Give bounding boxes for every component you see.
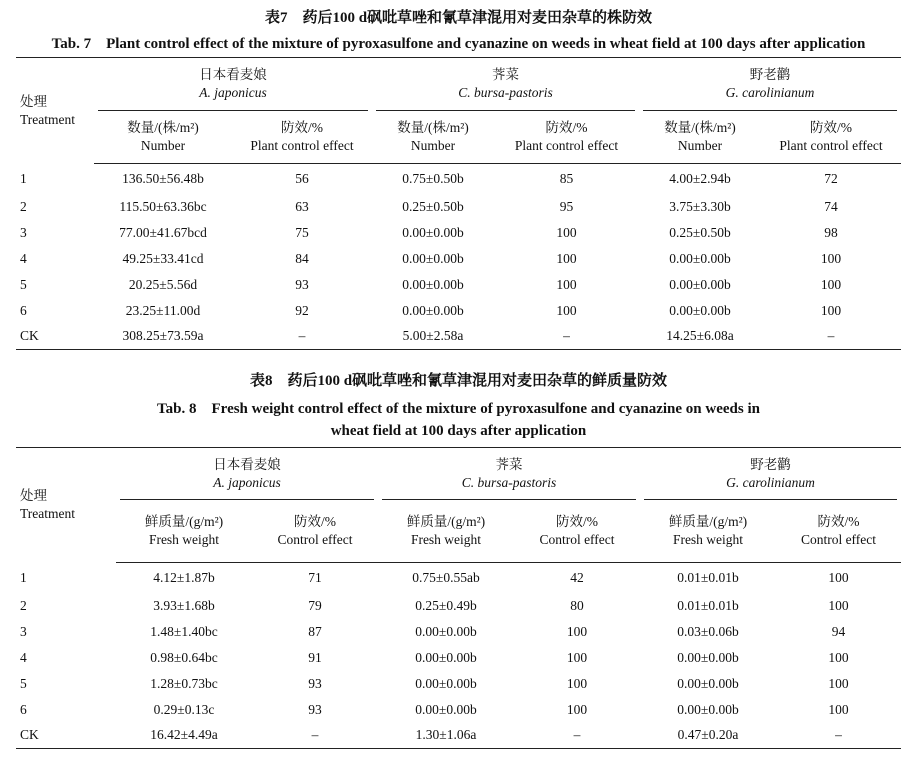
treatment-header [16, 448, 116, 563]
value-cell: 0.00±0.00b [402, 302, 464, 318]
number-header: 数量/(株/m²) Number [94, 111, 232, 164]
effect-header: 防效/% Control effect [776, 500, 901, 563]
effect-cell: 100 [820, 302, 842, 318]
treatment-cell: 5 [20, 675, 27, 691]
treatment-cell: 4 [20, 649, 27, 665]
value-cell: 1.48±1.40bc [150, 623, 218, 639]
value-cell: 4.12±1.87b [153, 569, 215, 585]
treatment-cell: 4 [20, 250, 27, 266]
effect-cell: 91 [308, 649, 322, 665]
effect-cell: 95 [559, 198, 574, 214]
effect-cell: 100 [828, 569, 849, 585]
effect-cell: 56 [295, 170, 309, 186]
treatment-cell: 6 [20, 701, 27, 717]
value-cell: 4.00±2.94b [669, 170, 731, 186]
value-cell: 115.50±63.36bc [119, 198, 207, 214]
effect-cell: 74 [824, 198, 838, 214]
species-header-g-carolinianum [640, 448, 901, 500]
species-header-a-japonicus [116, 448, 378, 500]
effect-cell: 100 [828, 701, 849, 717]
treatment-cell: 1 [20, 569, 27, 585]
value-cell: 14.25±6.08a [639, 324, 761, 350]
value-cell: 0.00±0.00b [402, 224, 464, 240]
effect-header: 防效/% Plant control effect [494, 111, 639, 164]
fresh-weight-header: 鲜质量/(g/m²) Fresh weight [116, 500, 252, 563]
treatment-header [16, 58, 94, 164]
effect-cell: – [514, 723, 640, 749]
number-header: 数量/(株/m²) Number [372, 111, 494, 164]
table8-caption-zh: 表8 药后100 d砜吡草唑和氰草津混用对麦田杂草的鲜质量防效 [249, 373, 668, 389]
effect-cell: 100 [556, 250, 577, 266]
table7-caption-zh: 表7 药后100 d砜吡草唑和氰草津混用对麦田杂草的株防效 [264, 10, 653, 26]
effect-cell: 85 [559, 170, 574, 186]
value-cell: 0.01±0.01b [677, 597, 739, 613]
effect-cell: – [232, 324, 372, 350]
effect-cell: 100 [556, 302, 577, 318]
treatment-cell: 2 [20, 597, 27, 613]
value-cell: 0.00±0.00b [415, 701, 477, 717]
effect-cell: 100 [828, 597, 849, 613]
effect-cell: 75 [295, 224, 309, 240]
species-name-zh: 荠菜 [495, 456, 523, 472]
table8-caption-en-line2: wheat field at 100 days after application [330, 423, 587, 439]
species-header-g-carolinianum [639, 58, 901, 111]
table-row [16, 697, 901, 723]
effect-cell: 93 [295, 276, 309, 292]
value-cell: 0.00±0.00b [402, 250, 464, 266]
effect-cell: 63 [295, 198, 309, 214]
effect-cell: 100 [566, 701, 588, 717]
treatment-cell: 3 [20, 224, 27, 240]
effect-cell: 100 [556, 276, 577, 292]
species-name-latin: G. carolinianum [726, 474, 815, 490]
table-row [16, 246, 901, 272]
treatment-cell: 2 [20, 198, 27, 214]
treatment-cell: 5 [20, 276, 27, 292]
effect-cell: 100 [820, 276, 842, 292]
treatment-header-zh: 处理 [20, 488, 47, 504]
effect-cell: 92 [295, 302, 309, 318]
species-header-c-bursa-pastoris [378, 448, 640, 500]
table8 [16, 447, 901, 749]
effect-header: 防效/% Plant control effect [232, 111, 372, 164]
table-row [16, 619, 901, 645]
effect-cell: 80 [570, 597, 584, 613]
effect-cell: 93 [308, 701, 322, 717]
species-name-latin: G. carolinianum [725, 85, 815, 101]
fresh-weight-header: 鲜质量/(g/m²) Fresh weight [378, 500, 514, 563]
treatment-cell: CK [16, 723, 116, 749]
value-cell: 49.25±33.41cd [122, 250, 204, 266]
effect-cell: 79 [308, 597, 322, 613]
species-name-zh: 野老鹳 [749, 67, 791, 83]
treatment-header-zh: 处理 [20, 93, 47, 109]
value-cell: 1.30±1.06a [378, 723, 514, 749]
number-header: 数量/(株/m²) Number [639, 111, 761, 164]
table7-caption-en: Tab. 7 Plant control effect of the mixture of pyroxasulfone and cyanazine on weeds in wheat field at 100 days after application [51, 36, 866, 52]
value-cell: 0.98±0.64bc [150, 649, 218, 665]
table7 [16, 57, 901, 350]
effect-cell: 87 [308, 623, 322, 639]
value-cell: 0.03±0.06b [677, 623, 739, 639]
table-row [16, 194, 901, 220]
value-cell: 0.00±0.00b [677, 675, 739, 691]
effect-cell: – [761, 324, 901, 350]
effect-cell: 100 [556, 224, 577, 240]
species-header-c-bursa-pastoris [372, 58, 639, 111]
value-cell: 0.00±0.00b [677, 649, 739, 665]
table-row [16, 324, 901, 350]
species-header-a-japonicus [94, 58, 372, 111]
value-cell: 0.25±0.50b [669, 224, 731, 240]
treatment-cell: CK [16, 324, 94, 350]
value-cell: 5.00±2.58a [372, 324, 494, 350]
table-row [16, 164, 901, 194]
effect-cell: 100 [566, 623, 588, 639]
effect-cell: – [494, 324, 639, 350]
species-name-latin: A. japonicus [213, 474, 281, 490]
effect-cell: 100 [828, 675, 849, 691]
value-cell: 0.00±0.00b [415, 623, 477, 639]
table8-caption-en-line1: Tab. 8 Fresh weight control effect of the mixture of pyroxasulfone and cyanazine on weeds in [157, 401, 760, 417]
value-cell: 16.42±4.49a [116, 723, 252, 749]
effect-cell: – [776, 723, 901, 749]
effect-header: 防效/% Plant control effect [761, 111, 901, 164]
fresh-weight-header: 鲜质量/(g/m²) Fresh weight [640, 500, 776, 563]
table-row [16, 671, 901, 697]
value-cell: 0.00±0.00b [669, 250, 731, 266]
table-row [16, 723, 901, 749]
value-cell: 0.01±0.01b [677, 569, 739, 585]
effect-header: 防效/% Control effect [514, 500, 640, 563]
table-row [16, 593, 901, 619]
value-cell: 77.00±41.67bcd [119, 224, 207, 240]
value-cell: 0.75±0.50b [402, 170, 464, 186]
species-name-latin: C. bursa-pastoris [461, 474, 557, 490]
value-cell: 3.93±1.68b [153, 597, 215, 613]
value-cell: 0.25±0.49b [415, 597, 477, 613]
effect-cell: 100 [566, 675, 588, 691]
effect-cell: 71 [308, 569, 322, 585]
value-cell: 136.50±56.48b [122, 170, 204, 186]
value-cell: 0.00±0.00b [677, 701, 739, 717]
treatment-header-en: Treatment [20, 506, 75, 522]
species-name-zh: 日本看麦娘 [199, 67, 267, 83]
value-cell: 308.25±73.59a [94, 324, 232, 350]
table-row [16, 645, 901, 671]
effect-cell: – [252, 723, 378, 749]
value-cell: 1.28±0.73bc [150, 675, 218, 691]
value-cell: 3.75±3.30b [669, 198, 731, 214]
effect-cell: 100 [566, 649, 588, 665]
effect-cell: 100 [828, 649, 849, 665]
treatment-cell: 6 [20, 302, 27, 318]
effect-cell: 98 [824, 224, 838, 240]
value-cell: 23.25±11.00d [125, 302, 201, 318]
value-cell: 0.00±0.00b [415, 649, 477, 665]
species-name-latin: A. japonicus [199, 85, 267, 101]
value-cell: 0.00±0.00b [402, 276, 464, 292]
value-cell: 0.00±0.00b [415, 675, 477, 691]
effect-cell: 94 [831, 623, 846, 639]
table-row [16, 272, 901, 298]
species-name-zh: 日本看麦娘 [213, 456, 281, 472]
species-name-zh: 野老鹳 [750, 456, 791, 472]
value-cell: 0.00±0.00b [669, 276, 731, 292]
table-row [16, 298, 901, 324]
effect-cell: 42 [570, 569, 584, 585]
table-row [16, 220, 901, 246]
species-name-latin: C. bursa-pastoris [458, 85, 553, 101]
effect-cell: 72 [824, 170, 838, 186]
value-cell: 0.00±0.00b [669, 302, 731, 318]
effect-cell: 93 [308, 675, 322, 691]
effect-cell: 100 [820, 250, 842, 266]
treatment-cell: 3 [20, 623, 27, 639]
treatment-cell: 1 [20, 170, 27, 186]
table-row [16, 563, 901, 593]
value-cell: 20.25±5.56d [128, 276, 198, 292]
treatment-header-en: Treatment [20, 111, 75, 127]
effect-cell: 84 [295, 250, 309, 266]
value-cell: 0.47±0.20a [640, 723, 776, 749]
value-cell: 0.25±0.50b [402, 198, 464, 214]
species-name-zh: 荠菜 [492, 67, 519, 83]
value-cell: 0.75±0.55ab [412, 569, 480, 585]
effect-header: 防效/% Control effect [252, 500, 378, 563]
value-cell: 0.29±0.13c [153, 701, 215, 717]
